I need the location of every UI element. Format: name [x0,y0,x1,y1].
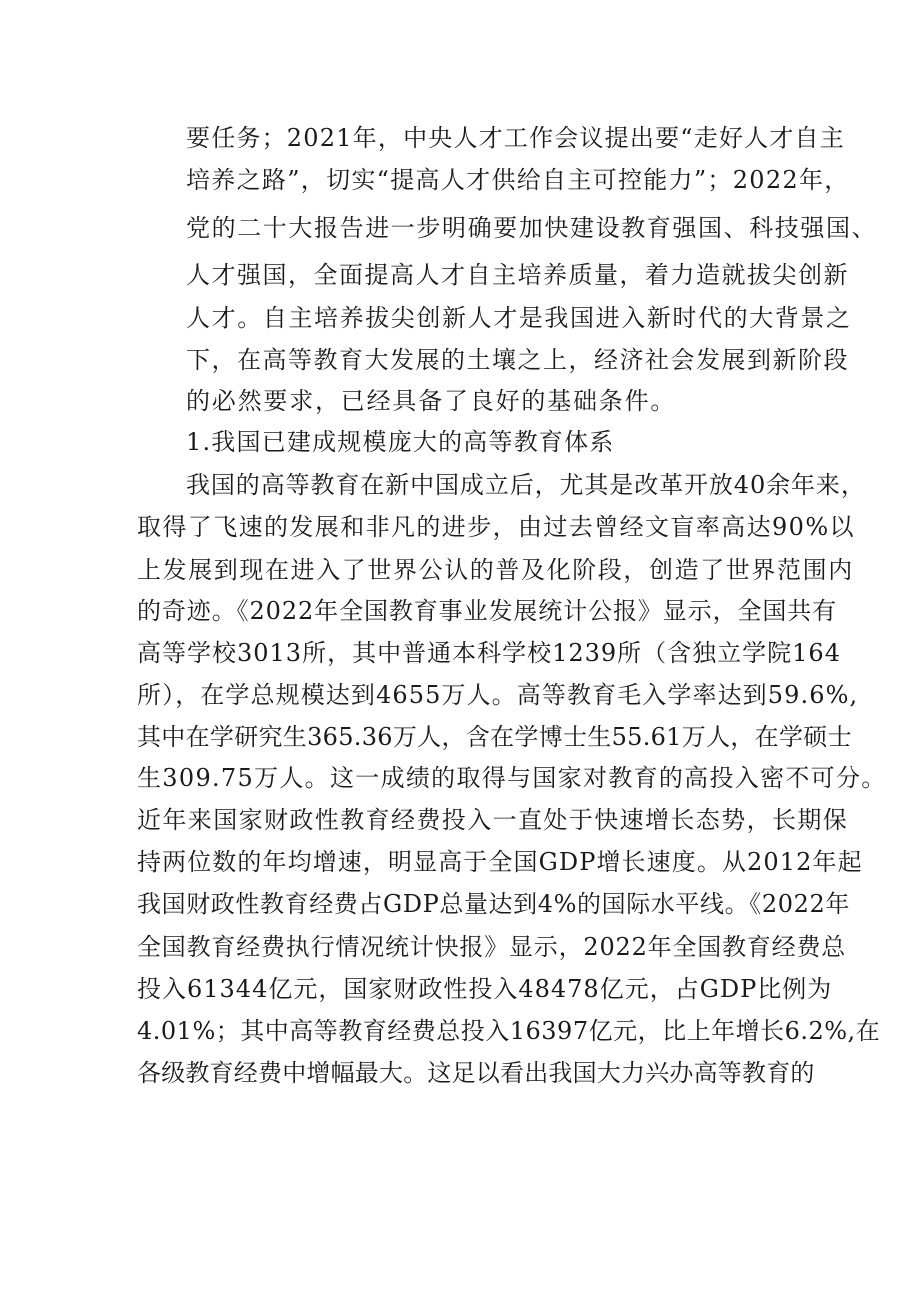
text-line: 所），在学总规模达到4655万人。高等教育毛入学率达到59.6%, [137,681,859,709]
text-line: 投入61344亿元，国家财政性投入48478亿元，占GDP比例为 [137,975,833,1003]
text-line: 上发展到现在进入了世界公认的普及化阶段，创造了世界范围内 [137,556,854,584]
text-line: 其中在学研究生365.36万人，含在学博士生55.61万人，在学硕士 [137,723,852,751]
text-line: 取得了飞速的发展和非凡的进步，由过去曾经文盲率高达90%以 [137,513,855,541]
text-line: 我国的高等教育在新中国成立后，尤其是改革开放40余年来， [186,471,866,499]
text-line: 我国财政性教育经费占GDP总量达到4%的国际水平线。《2022年 [137,890,850,918]
text-line: 的必然要求，已经具备了良好的基础条件。 [186,387,677,415]
text-line: 各级教育经费中增幅最大。这足以看出我国大力兴办高等教育的 [137,1059,815,1087]
text-line: 人才。自主培养拔尖创新人才是我国进入新时代的大背景之 [186,304,852,332]
text-line: 4.01%；其中高等教育经费总投入16397亿元，比上年增长6.2%,在 [137,1017,881,1045]
text-line: 近年来国家财政性教育经费投入一直处于快速增长态势，长期保 [137,806,849,834]
text-line: 生309.75万人。这一成绩的取得与国家对教育的高投入密不可分。 [137,764,887,792]
text-line: 下，在高等教育大发展的土壤之上，经济社会发展到新阶段 [186,346,849,374]
text-line: 人才强国，全面提高人才自主培养质量，着力造就拔尖创新 [186,261,849,289]
section-heading: 1.我国已建成规模庞大的高等教育体系 [186,428,615,456]
text-line: 要任务；2021年，中央人才工作会议提出要“走好人才自主 [186,124,845,152]
text-line: 的奇迹。《2022年全国教育事业发展统计公报》显示，全国共有 [137,597,838,625]
text-line: 全国教育经费执行情况统计快报》显示，2022年全国教育经费总 [137,933,847,961]
text-line: 持两位数的年均增速，明显高于全国GDP增长速度。从2012年起 [137,848,863,876]
text-line: 高等学校3013所，其中普通本科学校1239所（含独立学院164 [137,639,841,667]
text-line: 党的二十大报告进一步明确要加快建设教育强国、科技强国、 [186,214,878,242]
text-line: 培养之路”，切实“提高人才供给自主可控能力”；2022年， [186,166,850,194]
